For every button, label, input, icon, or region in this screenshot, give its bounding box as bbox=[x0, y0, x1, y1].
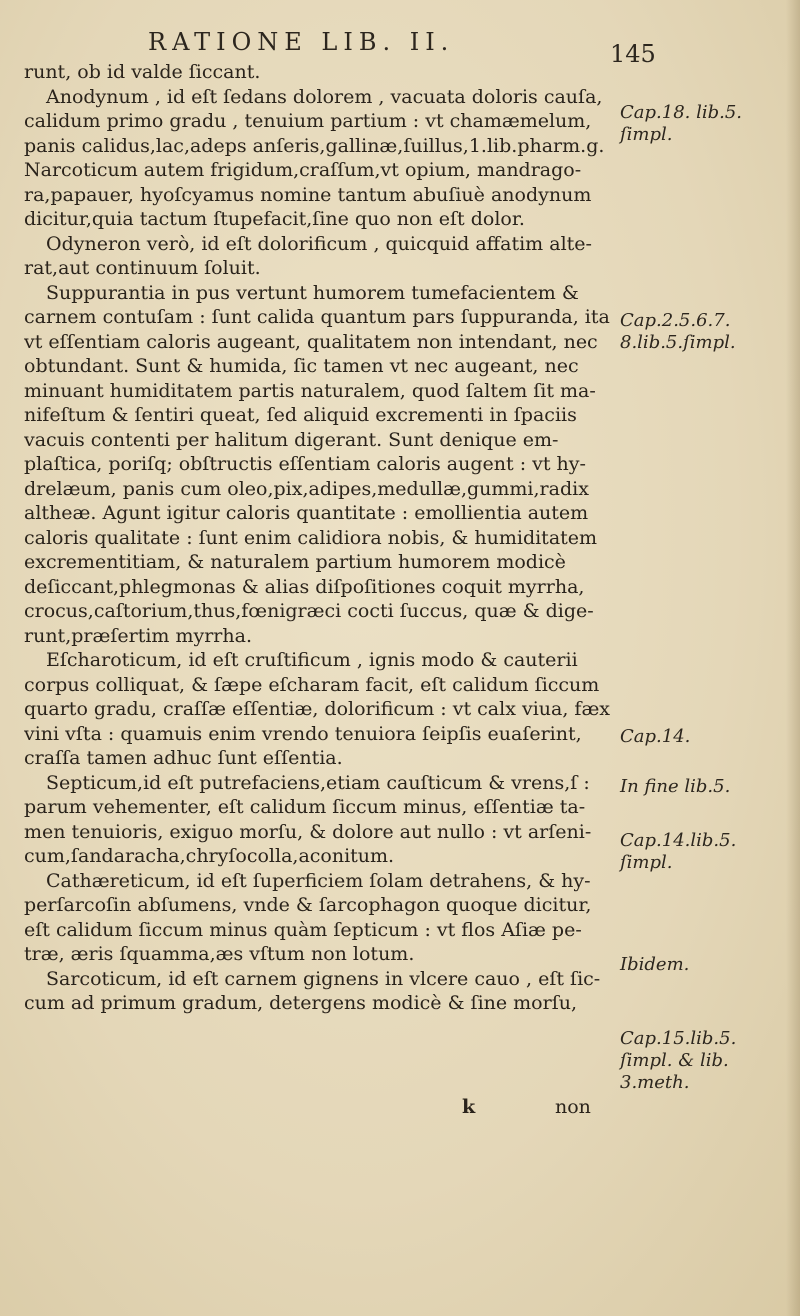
margin-note bbox=[620, 830, 800, 874]
text-line: plaſtica, poriſq; obſtructis eſſentiam caloris augent : vt hy- bbox=[24, 453, 586, 475]
margin-note-line: ſimpl. bbox=[620, 124, 673, 145]
text-line: runt, ob id valde ſiccant. bbox=[24, 61, 261, 83]
catchword: non bbox=[555, 1096, 591, 1118]
margin-note-line: Cap.14. bbox=[620, 726, 691, 747]
text-line: carnem contuſam : ſunt calida quantum pars ſuppuranda, ita bbox=[24, 306, 610, 328]
margin-note bbox=[620, 310, 800, 354]
margin-note-line: Cap.14.lib.5. bbox=[620, 830, 737, 851]
margin-note bbox=[620, 102, 800, 146]
text-line: excrementitiam, & naturalem partium humorem modicè bbox=[24, 551, 566, 573]
margin-note-line: Ibidem. bbox=[620, 954, 690, 975]
text-line: dicitur,quia tactum ſtupefacit,ſine quo non eſt dolor. bbox=[24, 208, 525, 230]
margin-note-line: ſimpl. bbox=[620, 852, 673, 873]
text-line: runt,præſertim myrrha. bbox=[24, 624, 252, 647]
text-line: parum vehementer, eſt calidum ſiccum minus, eſſentiæ ta- bbox=[24, 796, 586, 818]
text-line: quarto gradu, craſſæ eſſentiæ, dolorificum : vt calx viua, fæx bbox=[24, 698, 611, 720]
text-line: Eſcharoticum, id eſt cruſtificum , ignis modo & cauterii bbox=[46, 649, 578, 671]
text-line: deſiccant,phlegmonas & alias diſpoſitiones coquit myrrha, bbox=[24, 575, 585, 598]
main-text-block bbox=[24, 60, 614, 1016]
text-line: rat,aut continuum ſoluit. bbox=[24, 257, 261, 279]
signature-mark: k bbox=[462, 1096, 476, 1118]
text-line: vt eſſentiam caloris augeant, qualitatem non intendant, nec bbox=[24, 330, 598, 353]
page-number: 145 bbox=[610, 40, 656, 68]
margin-note bbox=[620, 954, 800, 976]
margin-note-line: 3.meth. bbox=[620, 1072, 690, 1093]
margin-note-line: In fine lib.5. bbox=[620, 776, 731, 797]
text-line: caloris qualitate : ſunt enim calidiora nobis, & humiditatem bbox=[24, 526, 598, 549]
text-line: craſſa tamen adhuc ſunt eſſentia. bbox=[24, 747, 343, 769]
text-line: Septicum,id eſt putrefaciens,etiam cauſticum & vrens,ſ : bbox=[46, 771, 590, 794]
margin-note-line: ſimpl. & lib. bbox=[620, 1050, 729, 1071]
text-line: vacuis contenti per halitum digerant. Sunt denique em- bbox=[24, 428, 559, 451]
running-head: RATIONE LIB. II. bbox=[148, 28, 455, 56]
text-line: træ, æris ſquamma,æs vſtum non lotum. bbox=[24, 943, 415, 965]
text-line: vini vſta : quamuis enim vrendo tenuiora ſeipſis euaſerint, bbox=[24, 722, 582, 745]
text-line: cum ad primum gradum, detergens modicè & ſine morſu, bbox=[24, 992, 578, 1014]
margin-note bbox=[620, 1028, 800, 1094]
text-line: Suppurantia in pus vertunt humorem tumefacientem & bbox=[46, 281, 579, 304]
text-line: altheæ. Agunt igitur caloris quantitate : emollientia autem bbox=[24, 502, 589, 524]
margin-note bbox=[620, 776, 800, 798]
text-line: men tenuioris, exiguo morſu, & dolore aut nullo : vt arſeni- bbox=[24, 820, 592, 843]
text-line: Odyneron verò, id eſt dolorificum , quicquid affatim alte- bbox=[46, 232, 592, 255]
text-line: drelæum, panis cum oleo,pix,adipes,medullæ,gummi,radix bbox=[24, 477, 589, 500]
text-line: cum,ſandaracha,chryſocolla,aconitum. bbox=[24, 845, 395, 867]
text-line: corpus colliquat, & ſæpe eſcharam facit, eſt calidum ſiccum bbox=[24, 673, 600, 696]
margin-note-line: Cap.15.lib.5. bbox=[620, 1028, 737, 1049]
margin-note-line: Cap.2.5.6.7. bbox=[620, 310, 731, 331]
text-line: Cathæreticum, id eſt ſuperficiem ſolam detrahens, & hy- bbox=[46, 869, 591, 892]
text-line: perſarcoſin abſumens, vnde & ſarcophagon quoque dicitur, bbox=[24, 894, 592, 916]
text-line: eſt calidum ſiccum minus quàm ſepticum : vt flos Aſiæ pe- bbox=[24, 918, 582, 941]
margin-note-line: Cap.18. lib.5. bbox=[620, 102, 743, 123]
text-line: ra,papauer, hyoſcyamus nomine tantum abuſiuè anodynum bbox=[24, 183, 592, 206]
text-line: Sarcoticum, id eſt carnem gignens in vlcere cauo , eſt ſic- bbox=[46, 967, 601, 990]
text-line: obtundant. Sunt & humida, ſic tamen vt nec augeant, nec bbox=[24, 355, 579, 377]
text-line: crocus,caſtorium,thus,fœnigræci cocti ſuccus, quæ & dige- bbox=[24, 600, 594, 622]
text-line: Anodynum , id eſt ſedans dolorem , vacuata doloris cauſa, bbox=[46, 85, 603, 108]
margin-note-line: 8.lib.5.ſimpl. bbox=[620, 332, 736, 353]
text-line: minuant humiditatem partis naturalem, quod ſaltem ſit ma- bbox=[24, 379, 596, 402]
margin-note bbox=[620, 726, 800, 748]
text-line: nifeſtum & ſentiri queat, ſed aliquid excrementi in ſpaciis bbox=[24, 404, 577, 426]
text-line: calidum primo gradu , tenuium partium : vt chamæmelum, bbox=[24, 110, 592, 132]
page-edge-shadow bbox=[786, 0, 800, 1316]
text-line: panis calidus,lac,adeps anſeris,gallinæ,ſuillus,1.lib.pharm.g. bbox=[24, 134, 605, 157]
text-line: Narcoticum autem frigidum,craſſum,vt opium, mandrago- bbox=[24, 159, 582, 181]
